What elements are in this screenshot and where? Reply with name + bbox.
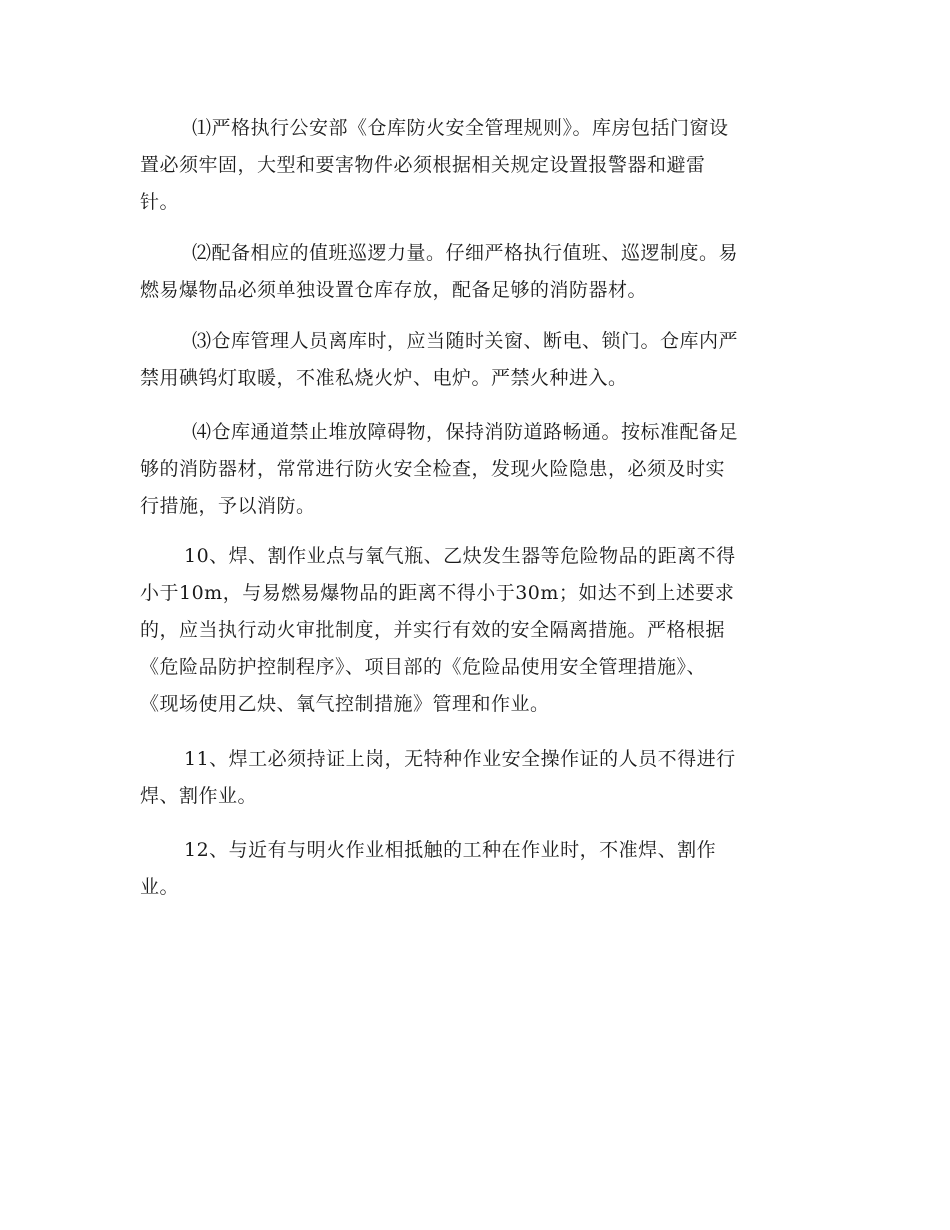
paragraph-line: ⑷仓库通道禁止堆放障碍物，保持消防道路畅通。按标准配备足 (192, 421, 739, 443)
paragraph-item-11 (140, 741, 820, 815)
paragraph-line: 11、焊工必须持证上岗，无特种作业安全操作证的人员不得进行 (184, 748, 736, 770)
paragraph-patrol (140, 235, 820, 309)
paragraph-line: 针。 (140, 191, 180, 213)
paragraph-line: 焊、割作业。 (140, 785, 258, 807)
paragraph-line: 燃易爆物品必须单独设置仓库存放，配备足够的消防器材。 (140, 279, 648, 301)
paragraph-item-12 (140, 832, 820, 906)
paragraph-line: 小于10m，与易燃易爆物品的距离不得小于30m；如达不到上述要求 (140, 582, 735, 604)
paragraph-line: 置必须牢固，大型和要害物件必须根据相关规定设置报警器和避雷 (140, 154, 706, 176)
paragraph-item-10 (140, 538, 820, 723)
paragraph-line: 够的消防器材，常常进行防火安全检查，发现火险隐患，必须及时实 (140, 458, 726, 480)
paragraph-line: 12、与近有与明火作业相抵触的工种在作业时，不准焊、割作 (184, 839, 717, 861)
paragraph-warehouse-rules (140, 110, 820, 221)
paragraph-leaving-warehouse (140, 323, 820, 397)
paragraph-line: 《危险品防护控制程序》、项目部的《危险品使用安全管理措施》、 (140, 656, 707, 678)
paragraph-line: 的，应当执行动火审批制度，并实行有效的安全隔离措施。严格根据 (140, 619, 726, 641)
paragraph-line: 业。 (140, 876, 180, 898)
paragraph-passage (140, 414, 820, 525)
paragraph-line: ⑵配备相应的值班巡逻力量。仔细严格执行值班、巡逻制度。易 (192, 242, 739, 264)
paragraph-line: ⑶仓库管理人员离库时，应当随时关窗、断电、锁门。仓库内严 (192, 330, 739, 352)
paragraph-line: 《现场使用乙炔、氧气控制措施》管理和作业。 (140, 693, 550, 715)
paragraph-line: 行措施，予以消防。 (140, 495, 316, 517)
paragraph-line: 10、焊、割作业点与氧气瓶、乙炔发生器等危险物品的距离不得 (184, 545, 736, 567)
paragraph-line: ⑴严格执行公安部《仓库防火安全管理规则》。库房包括门窗设 (192, 117, 729, 139)
paragraph-line: 禁用碘钨灯取暖，不准私烧火炉、电炉。严禁火种进入。 (140, 367, 628, 389)
